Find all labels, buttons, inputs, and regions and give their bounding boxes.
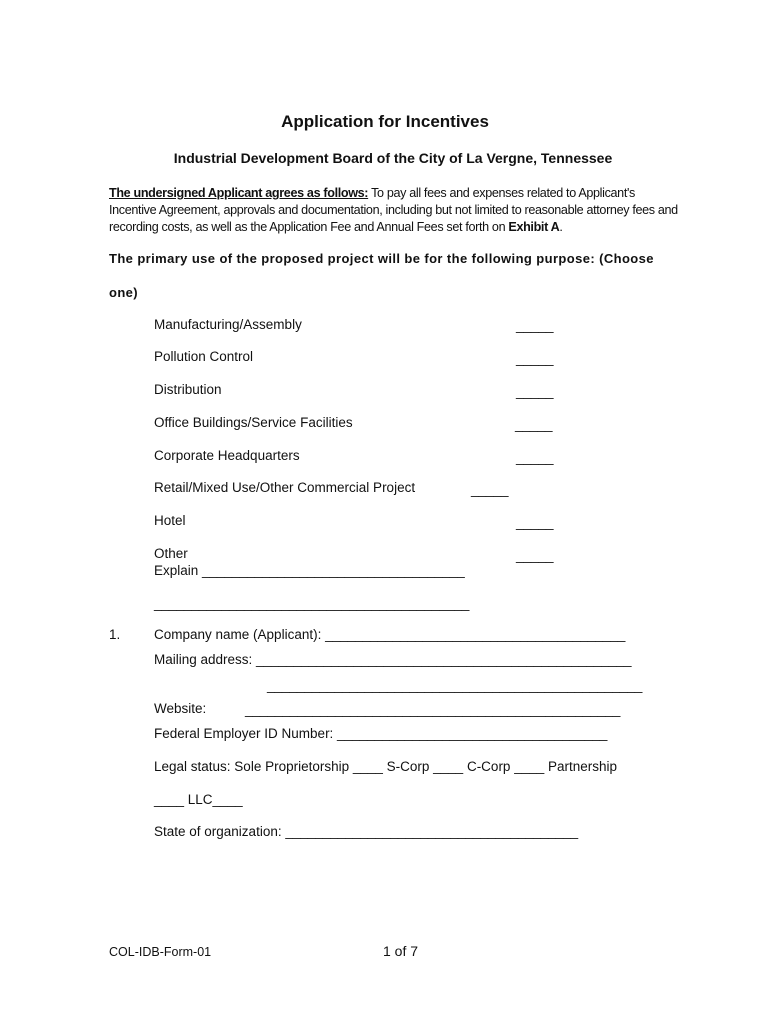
- agreement-lead: The undersigned Applicant agrees as follows:: [109, 186, 369, 200]
- page-number: 1 of 7: [383, 943, 419, 959]
- state-of-organization-field[interactable]: State of organization: _______________________________________: [154, 824, 579, 839]
- option-office-blank[interactable]: _____: [515, 417, 553, 432]
- option-headquarters-label: Corporate Headquarters: [154, 448, 300, 463]
- page-title: Application for Incentives: [281, 112, 489, 131]
- option-headquarters-blank[interactable]: _____: [516, 450, 554, 465]
- option-other-label: Other: [154, 546, 188, 561]
- option-distribution-blank[interactable]: _____: [516, 384, 554, 399]
- agreement-text: To pay all fees and expenses related to Applicant's Incentive Agreement, approvals and documentation, including but not limited to reasonable attorney fees and recording costs, as well as the Application Fee and Annual Fees set forth on: [109, 186, 678, 234]
- mailing-address-field-cont[interactable]: __________________________________________________: [267, 678, 643, 693]
- option-hotel-label: Hotel: [154, 513, 186, 528]
- purpose-question-cont: one): [109, 285, 139, 300]
- section-number: 1.: [109, 627, 121, 642]
- fein-field[interactable]: Federal Employer ID Number: ____________________________________: [154, 726, 608, 741]
- option-hotel-blank[interactable]: _____: [516, 515, 554, 530]
- agreement-paragraph: [109, 185, 679, 236]
- legal-status-field-cont[interactable]: ____ LLC____: [154, 792, 243, 807]
- option-other-blank[interactable]: _____: [516, 548, 554, 563]
- website-field[interactable]: __________________________________________________: [245, 702, 621, 717]
- explain-field-cont[interactable]: __________________________________________: [154, 596, 470, 611]
- legal-status-field[interactable]: Legal status: Sole Proprietorship ____ S-Corp ____ C-Corp ____ Partnership: [154, 759, 618, 774]
- mailing-address-field[interactable]: Mailing address: __________________________________________________: [154, 652, 632, 667]
- option-manufacturing-blank[interactable]: _____: [516, 318, 554, 333]
- explain-field[interactable]: Explain ___________________________________: [154, 563, 465, 578]
- exhibit-reference: Exhibit A: [508, 220, 560, 234]
- option-pollution-blank[interactable]: _____: [516, 351, 554, 366]
- purpose-question: The primary use of the proposed project will be for the following purpose: (Choose: [109, 251, 654, 266]
- option-office-label: Office Buildings/Service Facilities: [154, 415, 353, 430]
- page-subtitle: Industrial Development Board of the City of La Vergne, Tennessee: [173, 150, 613, 166]
- option-retail-label: Retail/Mixed Use/Other Commercial Project: [154, 480, 416, 495]
- form-id: COL-IDB-Form-01: [109, 945, 212, 959]
- option-distribution-label: Distribution: [154, 382, 222, 397]
- option-manufacturing-label: Manufacturing/Assembly: [154, 317, 302, 332]
- option-pollution-label: Pollution Control: [154, 349, 254, 364]
- option-retail-blank[interactable]: _____: [471, 482, 509, 497]
- agreement-end: .: [559, 220, 563, 234]
- website-label: Website:: [154, 701, 207, 716]
- company-name-field[interactable]: Company name (Applicant): ________________________________________: [154, 627, 626, 642]
